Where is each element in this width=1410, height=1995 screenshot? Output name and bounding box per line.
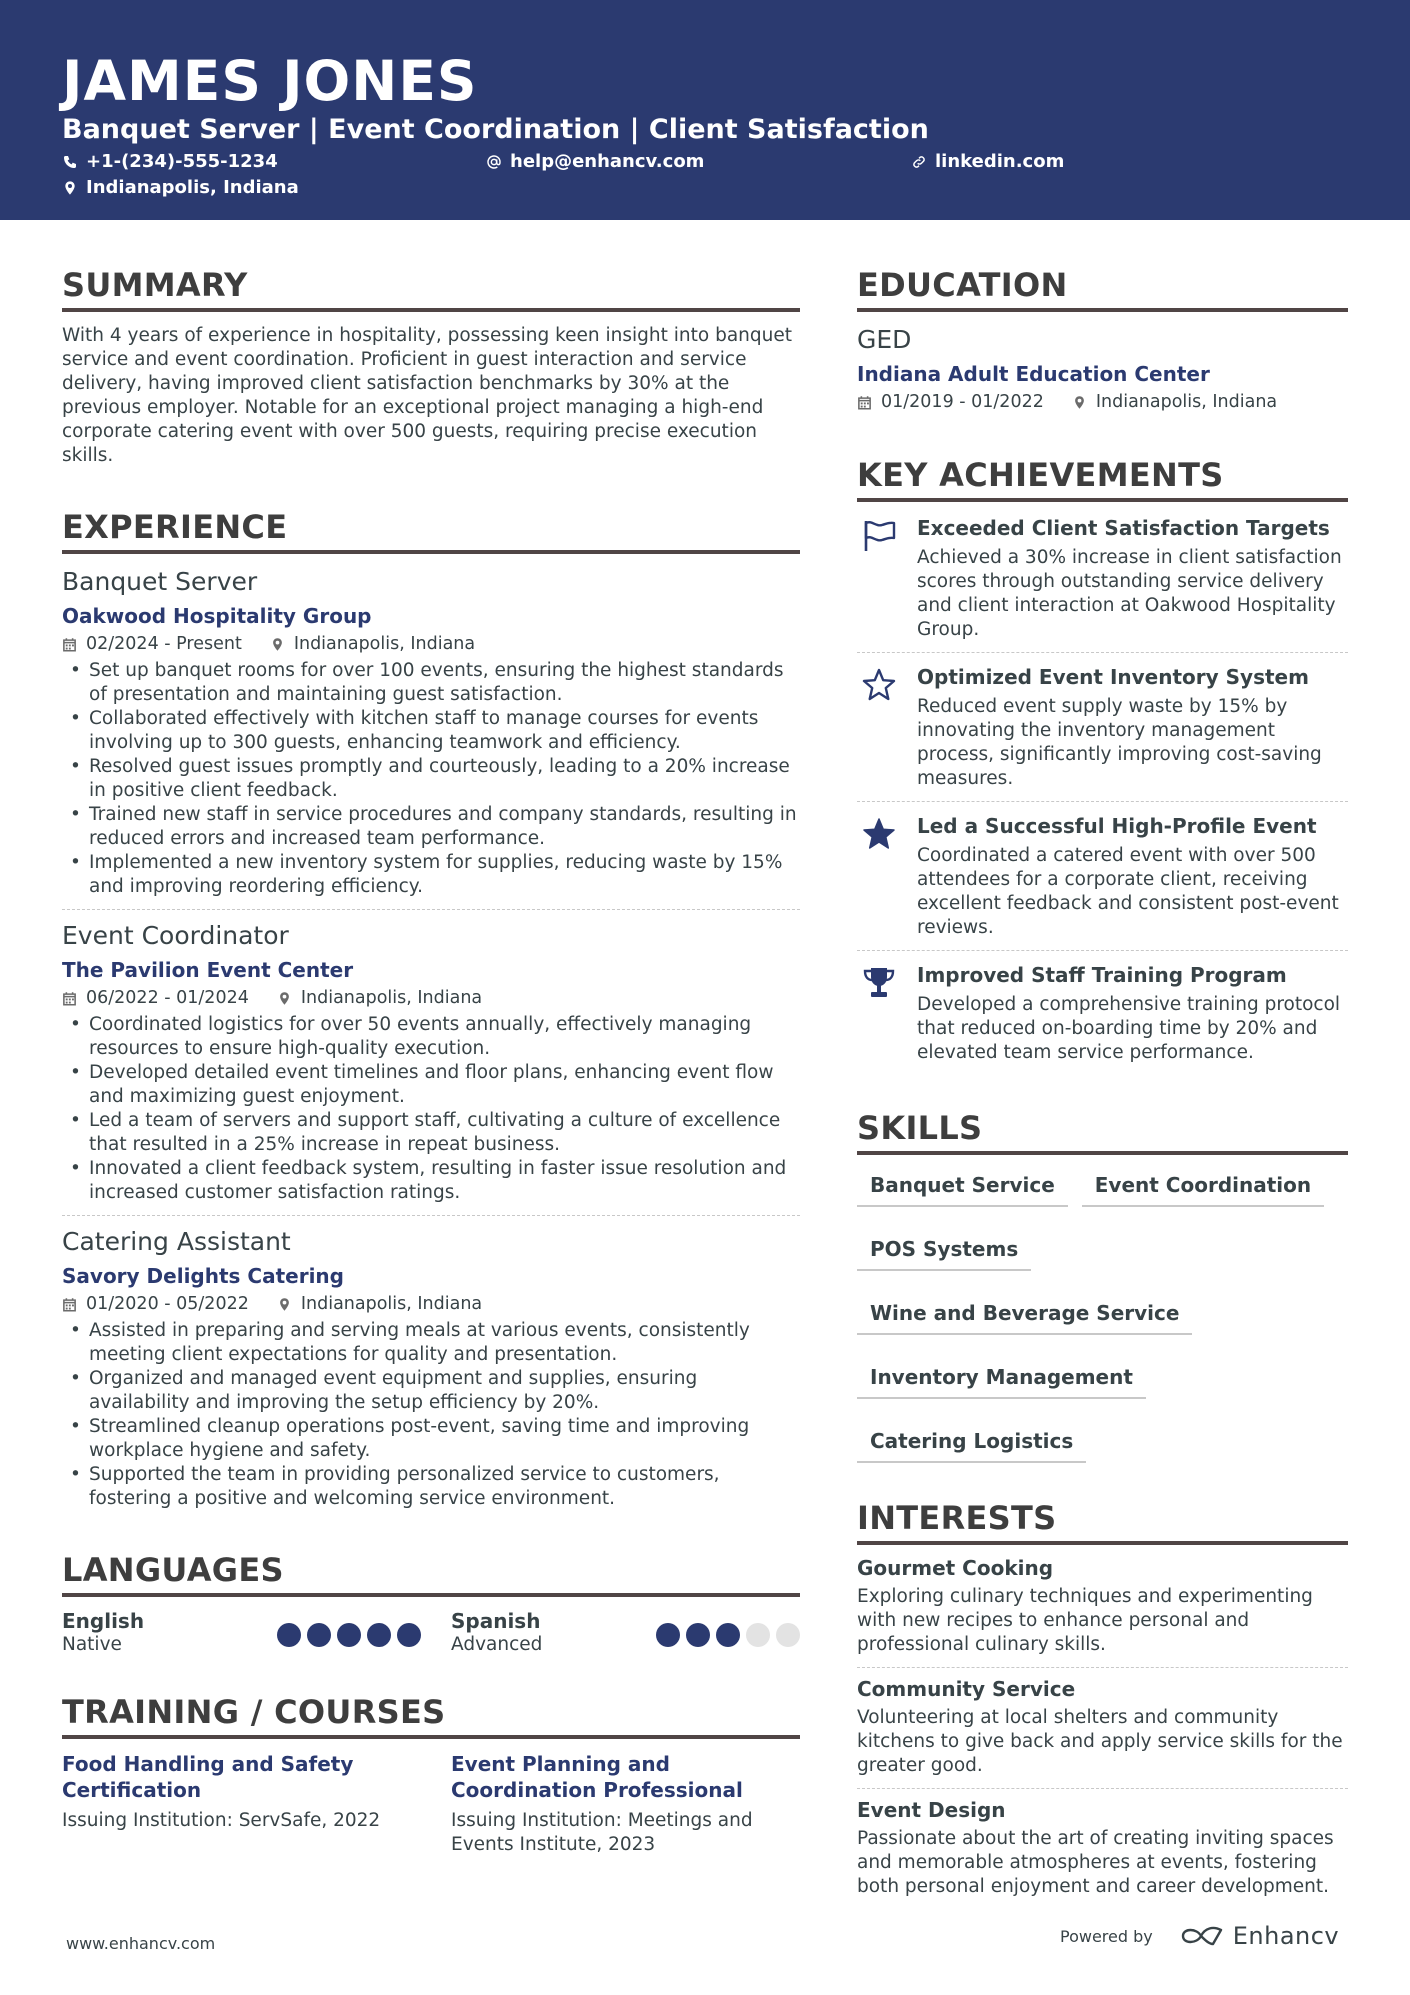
star-outline-icon xyxy=(861,667,897,703)
calendar-icon xyxy=(62,991,77,1006)
job-dates: 02/2024 - Present xyxy=(86,634,242,654)
interest-item xyxy=(857,1667,1348,1788)
skills-title: SKILLS xyxy=(857,1107,1348,1155)
job-title: Banquet Server xyxy=(62,567,258,596)
education-title: EDUCATION xyxy=(857,264,1348,312)
location-pin-icon xyxy=(270,637,285,652)
training-title: Food Handling and Safety Certification xyxy=(62,1752,354,1802)
candidate-name: JAMES JONES xyxy=(62,49,478,113)
contact-location xyxy=(62,176,299,200)
email-text: help@enhancv.com xyxy=(510,151,705,172)
job-bullet: • Coordinated logistics for over 50 events annually, effectively managing resources to ensure high-quality execution. xyxy=(62,1013,800,1061)
summary-section xyxy=(62,264,800,468)
job-meta xyxy=(62,1292,800,1316)
training-institution: Issuing Institution: Meetings and Events Institute, 2023 xyxy=(451,1810,753,1855)
language-item xyxy=(62,1609,431,1661)
skill-tag: Event Coordination xyxy=(1082,1167,1324,1207)
resume-header xyxy=(0,0,1410,220)
experience-section xyxy=(62,506,800,1521)
language-rating xyxy=(271,1623,421,1647)
job-bullet: • Organized and managed event equipment and supplies, ensuring availability and improving the setup efficiency by 20%. xyxy=(62,1367,800,1415)
language-item xyxy=(431,1609,800,1661)
achievement-item xyxy=(857,801,1348,950)
job-bullet: • Led a team of servers and support staff, cultivating a culture of excellence that resulted in a 25% increase in repeat business. xyxy=(62,1109,800,1157)
proficiency-dot xyxy=(716,1623,740,1647)
achievement-desc: Reduced event supply waste by 15% by innovating the inventory management process, significantly improving cost-saving measures. xyxy=(917,696,1322,789)
job-location: Indianapolis, Indiana xyxy=(300,1294,483,1314)
achievement-item xyxy=(857,652,1348,801)
job-location-wrap xyxy=(277,986,482,1010)
interest-desc: Exploring culinary techniques and experimenting with new recipes to enhance personal and professional culinary skills. xyxy=(857,1586,1313,1655)
language-name: Spanish xyxy=(451,1609,541,1633)
job-meta xyxy=(62,632,800,656)
training-section xyxy=(62,1691,800,1857)
education-dates: 01/2019 - 01/2022 xyxy=(881,392,1044,412)
job-meta xyxy=(62,986,800,1010)
achievement-title: Exceeded Client Satisfaction Targets xyxy=(917,516,1330,540)
footer-website[interactable]: www.enhancv.com xyxy=(66,1934,216,1953)
achievement-title: Led a Successful High-Profile Event xyxy=(917,814,1317,838)
achievement-title: Improved Staff Training Program xyxy=(917,963,1287,987)
interest-desc: Passionate about the art of creating inviting spaces and memorable atmospheres at events, fostering both personal enjoyment and career development. xyxy=(857,1828,1334,1897)
training-title: Event Planning and Coordination Professional xyxy=(451,1752,743,1802)
contact-phone[interactable] xyxy=(62,150,278,174)
job-bullet: • Assisted in preparing and serving meals at various events, consistently meeting client expectations for quality and presentation. xyxy=(62,1319,800,1367)
training-item xyxy=(62,1751,431,1857)
brand-name: Enhancv xyxy=(1232,1922,1340,1950)
enhancv-logo-icon xyxy=(1179,1924,1225,1948)
proficiency-dot xyxy=(397,1623,421,1647)
achievements-list xyxy=(857,504,1348,1075)
link-icon xyxy=(911,154,927,170)
job-bullets xyxy=(62,1319,800,1511)
education-location: Indianapolis, Indiana xyxy=(1095,392,1278,412)
calendar-icon xyxy=(62,1297,77,1312)
skills-section xyxy=(857,1107,1348,1487)
education-section xyxy=(857,264,1348,414)
job-location: Indianapolis, Indiana xyxy=(300,988,483,1008)
job-bullet: • Trained new staff in service procedures and company standards, resulting in reduced errors and increased team performance. xyxy=(62,803,800,851)
skill-tag: POS Systems xyxy=(857,1231,1031,1271)
job-bullet: • Collaborated effectively with kitchen staff to manage courses for events involving up to 300 guests, enhancing teamwork and efficiency. xyxy=(62,707,800,755)
achievements-title: KEY ACHIEVEMENTS xyxy=(857,454,1348,502)
contact-linkedin[interactable] xyxy=(911,150,1064,174)
job-location: Indianapolis, Indiana xyxy=(293,634,476,654)
location-pin-icon xyxy=(277,991,292,1006)
language-level: Advanced xyxy=(451,1634,543,1655)
job-bullets xyxy=(62,1013,800,1205)
interest-title: Community Service xyxy=(857,1677,1076,1701)
candidate-headline: Banquet Server | Event Coordination | Client Satisfaction xyxy=(62,114,929,145)
training-title: TRAINING / COURSES xyxy=(62,1691,800,1739)
job-entry xyxy=(62,566,800,909)
calendar-icon xyxy=(62,637,77,652)
summary-title: SUMMARY xyxy=(62,264,800,312)
training-institution: Issuing Institution: ServSafe, 2022 xyxy=(62,1810,381,1831)
job-bullet: • Implemented a new inventory system for supplies, reducing waste by 15% and improving reordering efficiency. xyxy=(62,851,800,899)
achievement-item xyxy=(857,504,1348,652)
flag-icon xyxy=(861,518,897,554)
education-meta xyxy=(857,390,1348,414)
job-location-wrap xyxy=(277,1292,482,1316)
achievement-title: Optimized Event Inventory System xyxy=(917,665,1309,689)
summary-text: With 4 years of experience in hospitality, possessing keen insight into banquet service and event coordination. Proficient in guest interaction and service delivery, having improved client satisfaction benchmarks by 30% at the previous employer. Notable for an exceptional project managing a high-end corporate catering event with over 500 guests, requiring precise execution skills. xyxy=(62,325,792,466)
proficiency-dot xyxy=(337,1623,361,1647)
location-text: Indianapolis, Indiana xyxy=(86,177,299,198)
skill-tag: Catering Logistics xyxy=(857,1423,1086,1463)
proficiency-dot xyxy=(776,1623,800,1647)
job-dates: 06/2022 - 01/2024 xyxy=(86,988,249,1008)
languages-section xyxy=(62,1549,800,1661)
job-bullet: • Resolved guest issues promptly and courteously, leading to a 20% increase in positive client feedback. xyxy=(62,755,800,803)
job-location-wrap xyxy=(270,632,475,656)
interest-item xyxy=(857,1547,1348,1667)
brand-logo[interactable] xyxy=(1179,1922,1339,1950)
interest-title: Event Design xyxy=(857,1798,1006,1822)
language-level: Native xyxy=(62,1634,122,1655)
interests-list xyxy=(857,1547,1348,1909)
experience-list xyxy=(62,566,800,1521)
proficiency-dot xyxy=(307,1623,331,1647)
job-title: Event Coordinator xyxy=(62,921,289,950)
achievement-desc: Coordinated a catered event with over 500 attendees for a corporate client, receiving excellent feedback and consistent post-event reviews. xyxy=(917,845,1339,938)
left-column xyxy=(62,264,800,1857)
phone-icon xyxy=(62,154,78,170)
skill-tag: Banquet Service xyxy=(857,1167,1068,1207)
job-title: Catering Assistant xyxy=(62,1227,291,1256)
footer-branding xyxy=(1060,1922,1339,1950)
job-company: The Pavilion Event Center xyxy=(62,958,354,982)
languages-list xyxy=(62,1609,800,1661)
proficiency-dot xyxy=(746,1623,770,1647)
skills-list xyxy=(857,1167,1348,1487)
proficiency-dot xyxy=(656,1623,680,1647)
proficiency-dot xyxy=(277,1623,301,1647)
interest-desc: Volunteering at local shelters and community kitchens to give back and apply service skills for the greater good. xyxy=(857,1707,1343,1776)
languages-title: LANGUAGES xyxy=(62,1549,800,1597)
at-icon xyxy=(486,154,502,170)
training-list xyxy=(62,1751,800,1857)
language-rating xyxy=(650,1623,800,1647)
achievement-desc: Achieved a 30% increase in client satisfaction scores through outstanding service delivery and client interaction at Oakwood Hospitality Group. xyxy=(917,547,1342,640)
linkedin-text: linkedin.com xyxy=(935,151,1065,172)
location-pin-icon xyxy=(277,1297,292,1312)
training-item xyxy=(431,1751,800,1857)
interests-title: INTERESTS xyxy=(857,1497,1348,1545)
language-name: English xyxy=(62,1609,145,1633)
powered-by-label: Powered by xyxy=(1060,1926,1153,1946)
achievement-desc: Developed a comprehensive training protocol that reduced on-boarding time by 20% and elevated team service performance. xyxy=(917,994,1341,1063)
job-bullet: • Supported the team in providing personalized service to customers, fostering a positive and welcoming service environment. xyxy=(62,1463,800,1511)
interest-title: Gourmet Cooking xyxy=(857,1556,1054,1580)
proficiency-dot xyxy=(367,1623,391,1647)
star-filled-icon xyxy=(861,816,897,852)
education-degree: GED xyxy=(857,325,912,354)
calendar-icon xyxy=(857,395,872,410)
experience-title: EXPERIENCE xyxy=(62,506,800,554)
skill-tag: Inventory Management xyxy=(857,1359,1146,1399)
job-bullet: • Developed detailed event timelines and floor plans, enhancing event flow and maximizing guest enjoyment. xyxy=(62,1061,800,1109)
achievement-item xyxy=(857,950,1348,1075)
right-column xyxy=(857,264,1348,1909)
phone-text: +1-(234)-555-1234 xyxy=(86,151,278,172)
contact-email[interactable] xyxy=(486,150,704,174)
job-bullet: • Set up banquet rooms for over 100 events, ensuring the highest standards of presentation and maintaining guest satisfaction. xyxy=(62,659,800,707)
job-entry xyxy=(62,909,800,1215)
education-school: Indiana Adult Education Center xyxy=(857,362,1210,386)
job-dates: 01/2020 - 05/2022 xyxy=(86,1294,249,1314)
job-bullets xyxy=(62,659,800,899)
education-location-wrap xyxy=(1072,390,1277,414)
skill-tag: Wine and Beverage Service xyxy=(857,1295,1192,1335)
interest-item xyxy=(857,1788,1348,1909)
trophy-icon xyxy=(861,965,897,1001)
interests-section xyxy=(857,1497,1348,1909)
job-company: Savory Delights Catering xyxy=(62,1264,344,1288)
proficiency-dot xyxy=(686,1623,710,1647)
job-company: Oakwood Hospitality Group xyxy=(62,604,372,628)
achievements-section xyxy=(857,454,1348,1075)
job-bullet: • Innovated a client feedback system, resulting in faster issue resolution and increased customer satisfaction ratings. xyxy=(62,1157,800,1205)
location-pin-icon xyxy=(1072,395,1087,410)
job-bullet: • Streamlined cleanup operations post-event, saving time and improving workplace hygiene and safety. xyxy=(62,1415,800,1463)
location-pin-icon xyxy=(62,180,78,196)
job-entry xyxy=(62,1215,800,1521)
